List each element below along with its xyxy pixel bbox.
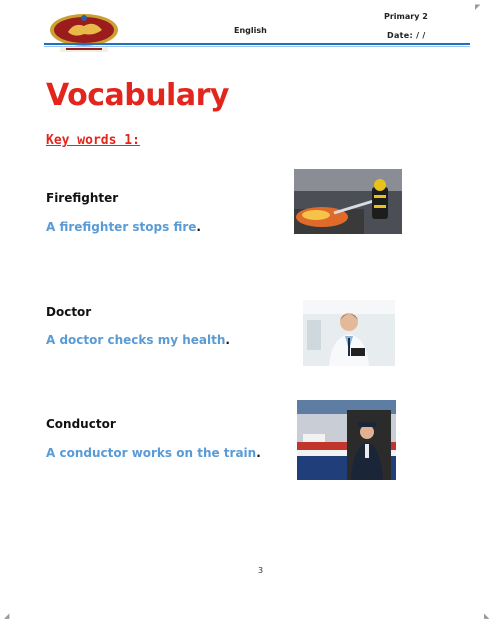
vocab-sentence-conductor: A conductor works on the train. (46, 446, 261, 460)
firefighter-photo (294, 169, 402, 234)
vocab-word-conductor: Conductor (46, 417, 116, 431)
doctor-photo (303, 300, 395, 366)
header-rule (44, 43, 470, 45)
vocab-word-firefighter: Firefighter (46, 191, 119, 205)
subject-label: English (234, 26, 267, 35)
corner-mark-left: ◢ (4, 612, 10, 620)
vocab-sentence-firefighter: A firefighter stops fire. (46, 220, 201, 234)
vocab-sentence-doctor: A doctor checks my health. (46, 333, 230, 347)
school-logo (44, 10, 124, 56)
vocab-word-doctor: Doctor (46, 305, 92, 319)
corner-mark-top: ◤ (475, 3, 481, 11)
page-title: Vocabulary (46, 78, 229, 113)
conductor-photo (297, 400, 396, 480)
corner-mark-right: ◣ (484, 612, 490, 620)
key-words-heading: Key words 1: (46, 133, 140, 148)
date-label: Date: / / (387, 31, 426, 40)
page-number: 3 (258, 566, 264, 575)
grade-label: Primary 2 (384, 12, 428, 21)
header-rule-thin (44, 46, 470, 47)
